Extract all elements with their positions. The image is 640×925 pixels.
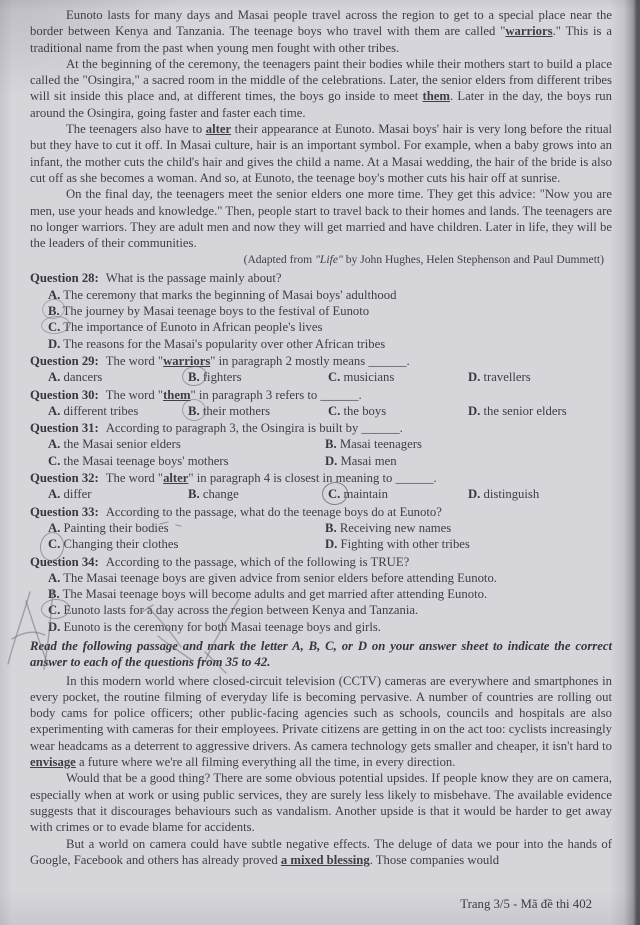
option-text: travellers [483, 370, 531, 385]
option-letter-pencil-circled: C. [48, 320, 61, 335]
passage-text: But a world on camera could have subtle negative effects. The deluge of data we pour into the hands of Google, Facebook and others has already proved [30, 836, 612, 867]
q32-option-c [328, 486, 468, 502]
q30-options [30, 403, 612, 419]
option-letter: D. [468, 370, 481, 385]
passage-text: Eunoto lasts for many days and Masai people travel across the region to get to a special place near the border between Kenya and Tanzania. The teenage boys who travel with them are called " [30, 8, 612, 39]
question-32 [30, 470, 612, 503]
option-letter: D. [48, 619, 61, 634]
question-29 [30, 353, 612, 386]
q30-option-c [328, 403, 468, 419]
q32-options [30, 486, 612, 502]
stem-text: The word " [105, 353, 164, 368]
option-text: differ [63, 487, 92, 502]
option-letter-pencil-circled: B. [48, 304, 60, 319]
question-33-stem [30, 504, 612, 520]
q29-option-b [188, 369, 328, 385]
option-text: The ceremony that marks the beginning of Masai boys' adulthood [63, 287, 397, 302]
question-label: Question 31: [30, 421, 99, 436]
q30-option-b [188, 403, 328, 419]
option-text: fighters [202, 370, 242, 385]
passage1-paragraph-4 [30, 121, 612, 186]
question-30-stem [30, 387, 612, 403]
option-letter-pencil-circled: C. [48, 603, 61, 618]
stem-text: What is the passage mainly about? [105, 271, 282, 286]
option-letter: B. [188, 487, 200, 502]
question-label: Question 32: [30, 471, 99, 486]
stem-text: According to the passage, which of the following is TRUE? [105, 554, 410, 569]
q34-option-c [30, 602, 612, 618]
option-letter: A. [48, 437, 61, 452]
option-letter: D. [325, 537, 338, 552]
option-text: The Masai teenage boys are given advice from senior elders before attending Eunoto. [63, 570, 497, 585]
keyword-envisage: envisage [30, 755, 76, 770]
q31-options-row2 [30, 453, 612, 469]
option-letter-pencil-circled: C. [328, 487, 341, 502]
option-text: Eunoto lasts for a day across the region between Kenya and Tanzania. [63, 603, 419, 618]
q33-option-a [48, 520, 325, 536]
q29-option-d [468, 369, 612, 385]
page-content [30, 7, 612, 868]
question-label: Question 30: [30, 387, 99, 402]
passage-text: . Later in the day, the boys run around the Osingira, going faster and faster each time. [30, 89, 612, 120]
question-32-stem [30, 470, 612, 486]
section-instruction: Read the following passage and mark the letter A, B, C, or D on your answer sheet to indicate the correct answer to each of the questions from 35 to 42. [30, 638, 612, 670]
passage-text: At the beginning of the ceremony, the teenagers paint their bodies while their mothers start to build a place called the "Osingira," a sacred room in the middle of the celebrations. Later, the senior elders from different tribes will sit inside this place and, at different times, the boys go inside to meet [30, 56, 612, 104]
passage1-paragraph-3 [30, 56, 612, 121]
option-text: different tribes [63, 403, 139, 418]
q31-options-row1 [30, 436, 612, 452]
option-text: the Masai senior elders [63, 437, 181, 452]
option-letter: A. [48, 487, 61, 502]
q29-options [30, 369, 612, 385]
q33-option-c [48, 536, 325, 552]
question-31-stem [30, 420, 612, 436]
option-letter: B. [48, 587, 60, 602]
q29-option-a [48, 369, 188, 385]
question-34 [30, 554, 612, 635]
q31-option-c [48, 453, 325, 469]
attribution-text: (Adapted from [243, 253, 316, 267]
q29-option-c [328, 369, 468, 385]
option-text: The reasons for the Masai's popularity over other African tribes [63, 336, 386, 351]
option-text: their mothers [202, 403, 271, 418]
passage-text: In this modern world where closed-circuit television (CCTV) cameras are everywhere and smartphones in every pocket, the routine filming of everyday life is becoming pervasive. A number of countries are rolling out body cams for police officers; other public-facing agencies such as schools, councils and hospitals are also experimenting with cameras for their employees. Private citizens are getting in on the act too: cyclists increasingly wear headcams as a deterrent to aggressive drivers. As camera technology gets smaller and cheaper, it isn't hard to [30, 673, 612, 753]
passage2-paragraph-3 [30, 836, 612, 869]
option-letter: D. [468, 487, 481, 502]
option-text: the senior elders [483, 403, 567, 418]
q31-option-a [48, 436, 325, 452]
passage-text: On the final day, the teenagers meet the senior elders one more time. They get this advice: "Now you are men, use your heads and knowledge." Then, people start to travel back to their homes and lands. The teenagers are no longer warriors. They are adult men and now they will get married and have children. Later in life, they will be the leaders of their communities. [30, 187, 612, 251]
option-text: maintain [343, 487, 388, 502]
q34-option-a [30, 570, 612, 586]
passage-text: a future where we're all filming everything all the time, in every direction. [75, 755, 456, 770]
stem-text: According to paragraph 3, the Osingira is built by ______. [105, 421, 403, 436]
option-letter: A. [48, 570, 61, 585]
keyword-them: them [163, 387, 191, 402]
stem-text: The word " [105, 471, 164, 486]
keyword-alter: alter [163, 471, 189, 486]
option-text: Masai teenagers [339, 437, 422, 452]
keyword-alter: alter [205, 122, 232, 137]
q30-option-a [48, 403, 188, 419]
option-text: The importance of Eunoto in African people's lives [63, 320, 323, 335]
q31-option-b [325, 436, 612, 452]
option-text: change [202, 487, 239, 502]
stem-text: " in paragraph 4 is closest in meaning to ______. [188, 471, 437, 486]
question-label: Question 29: [30, 353, 99, 368]
q28-option-a [30, 287, 612, 303]
keyword-a-mixed-blessing: a mixed blessing [280, 852, 370, 867]
option-text: Eunoto is the ceremony for both Masai teenage boys and girls. [63, 619, 381, 634]
option-text: Masai men [340, 453, 397, 468]
passage-text: The teenagers also have to [66, 122, 206, 137]
option-text: the Masai teenage boys' mothers [63, 453, 229, 468]
attribution-book-title: "Life" [315, 253, 343, 267]
option-letter: A. [48, 520, 61, 535]
passage-text: their appearance at Eunoto. Masai boys' hair is very long before the ritual but they have to cut it off. In Masai culture, hair is an important symbol. For example, when a baby grows into an infant, the mother cuts the child's hair and gives the child a name. At a Masai wedding, the hair of the bride is also cut off as she becomes a woman. And so, at Eunoto, the teenage boy's mother cuts his hair off at sunrise. [30, 122, 612, 185]
q31-option-d [325, 453, 612, 469]
q28-option-d [30, 336, 612, 352]
option-text: distinguish [483, 487, 540, 502]
q32-option-b [188, 486, 328, 502]
q32-option-a [48, 486, 188, 502]
q34-option-b [30, 586, 612, 602]
option-text: Painting their bodies [63, 520, 169, 535]
passage-text: Would that be a good thing? There are some obvious potential upsides. If people know they are on camera, especially when at work or using public services, they are surely less likely to misbehave. The available evidence suggests that it discourages behaviours such as vandalism. Another upside is that it would be harder to get away with crimes or to evade blame for accidents. [30, 771, 612, 835]
passage1-paragraph-2 [30, 7, 612, 56]
stem-text: " in paragraph 2 mostly means ______. [210, 353, 410, 368]
option-letter: D. [48, 336, 61, 351]
option-letter: D. [468, 403, 481, 418]
question-33 [30, 504, 612, 553]
passage2-paragraph-1 [30, 673, 612, 771]
attribution [30, 252, 612, 267]
option-letter: C. [328, 403, 341, 418]
option-text: Receiving new names [339, 520, 452, 535]
stem-text: " in paragraph 3 refers to ______. [190, 387, 362, 402]
question-31 [30, 420, 612, 469]
option-letter: B. [325, 520, 337, 535]
question-28-stem [30, 270, 612, 286]
passage-text: . Those companies would [369, 852, 500, 867]
option-letter: A. [48, 370, 61, 385]
option-text: dancers [63, 370, 103, 385]
passage2-paragraph-2 [30, 770, 612, 835]
keyword-them: them [422, 89, 450, 104]
keyword-warriors: warriors [163, 353, 211, 368]
option-text: Changing their clothes [63, 537, 179, 552]
option-letter: A. [48, 287, 61, 302]
passage1-paragraph-5 [30, 186, 612, 251]
q28-option-b [30, 303, 612, 319]
q33-option-b [325, 520, 612, 536]
option-text: The journey by Masai teenage boys to the festival of Eunoto [62, 304, 370, 319]
stem-text: The word " [105, 387, 164, 402]
option-text: Fighting with other tribes [340, 537, 470, 552]
q28-option-c [30, 319, 612, 335]
option-letter: C. [328, 370, 341, 385]
option-text: the boys [343, 403, 387, 418]
keyword-warriors: warriors [505, 24, 553, 39]
option-text: musicians [343, 370, 395, 385]
passage-text: ." This is a traditional name from the past when young men fought with other tribes. [30, 24, 612, 55]
option-text: The Masai teenage boys will become adults and get married after attending Eunoto. [62, 587, 488, 602]
q34-option-d [30, 619, 612, 635]
q33-options-row2 [30, 536, 612, 552]
option-letter-pencil-circled: B. [188, 403, 200, 418]
stem-text: According to the passage, what do the teenage boys do at Eunoto? [105, 504, 442, 519]
page-footer: Trang 3/5 - Mã đề thi 402 [460, 897, 592, 911]
option-letter: B. [325, 437, 337, 452]
question-28 [30, 270, 612, 351]
question-34-stem [30, 554, 612, 570]
option-letter: C. [48, 453, 61, 468]
attribution-text: by John Hughes, Helen Stephenson and Paul Dummett) [342, 253, 604, 267]
q33-options-row1 [30, 520, 612, 536]
question-30 [30, 387, 612, 420]
q33-option-d [325, 536, 612, 552]
question-label: Question 33: [30, 504, 99, 519]
question-29-stem [30, 353, 612, 369]
question-label: Question 34: [30, 554, 99, 569]
option-letter-pencil-circled: B. [188, 370, 200, 385]
option-letter: D. [325, 453, 338, 468]
option-letter-pencil-circled: C. [48, 537, 61, 552]
q30-option-d [468, 403, 612, 419]
question-label: Question 28: [30, 271, 99, 286]
option-letter: A. [48, 403, 61, 418]
q32-option-d [468, 486, 612, 502]
